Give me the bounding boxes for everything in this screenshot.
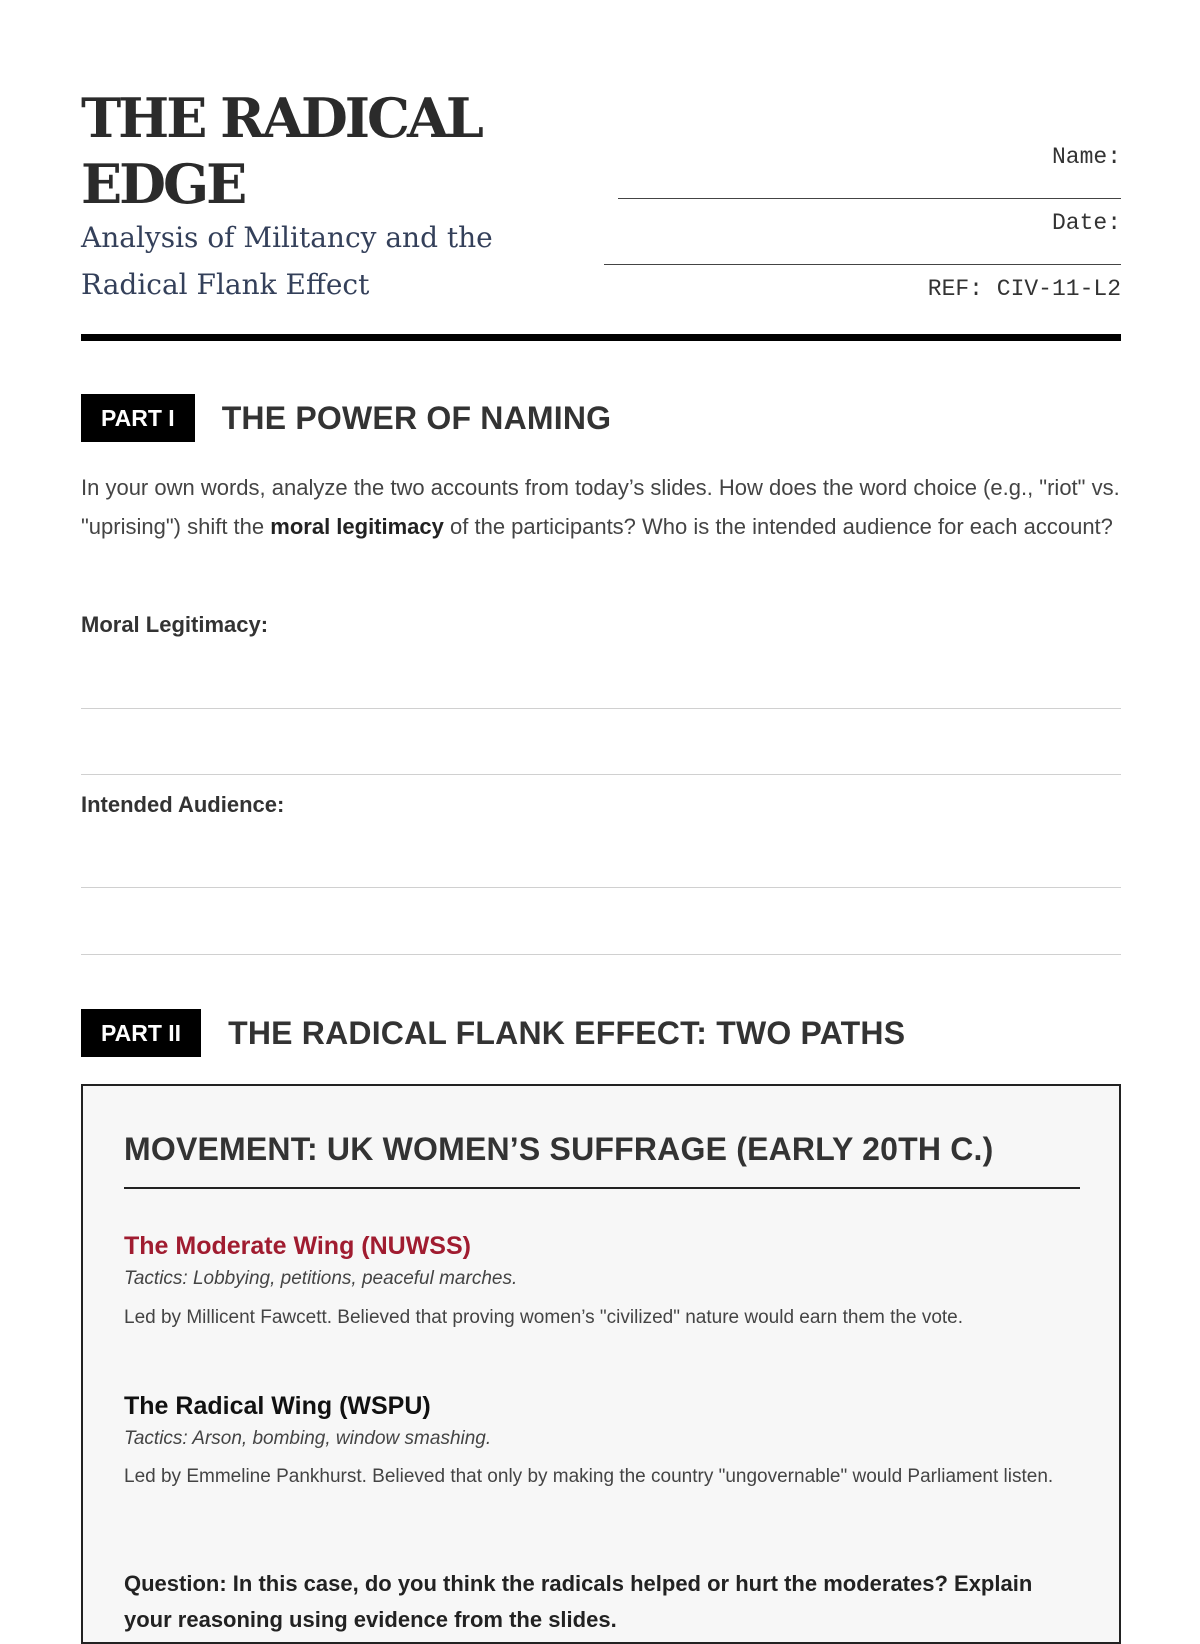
worksheet-page	[81, 0, 1121, 1632]
moderate-wing-description: Led by Millicent Fawcett. Believed that proving women’s "civilized" nature would earn them the vote.	[124, 1307, 964, 1328]
part-2-heading	[81, 1009, 905, 1057]
intended-audience-answer-line-2[interactable]	[81, 954, 1121, 955]
date-field[interactable]	[601, 206, 1121, 272]
case-study-divider	[124, 1187, 1080, 1189]
worksheet-title: THE RADICAL EDGE	[81, 86, 481, 216]
radical-wing-tactics: Tactics: Arson, bombing, window smashing.	[124, 1428, 492, 1449]
moral-legitimacy-answer-line-2[interactable]	[81, 774, 1121, 775]
name-blank-line[interactable]	[618, 174, 1121, 199]
radical-wing-description: Led by Emmeline Pankhurst. Believed that only by making the country "ungovernable" would Parliament listen.	[124, 1466, 1054, 1487]
name-label: Name:	[1051, 144, 1121, 170]
worksheet-header	[81, 0, 1121, 342]
worksheet-subtitle: Analysis of Militancy and the Radical Flank Effect	[81, 221, 493, 301]
date-label: Date:	[1051, 210, 1121, 236]
prompt-text-end: of the participants? Who is the intended audience for each account?	[443, 514, 1113, 539]
name-field[interactable]	[601, 140, 1121, 206]
part-1-prompt	[81, 468, 1121, 546]
header-divider	[81, 334, 1121, 341]
part-1-badge: PART I	[81, 394, 195, 442]
moral-legitimacy-answer-line-1[interactable]	[81, 708, 1121, 709]
case-study-question: Question: In this case, do you think the radicals helped or hurt the moderates? Explain your reasoning using evidence from the slides.	[124, 1571, 1033, 1632]
moderate-wing-tactics: Tactics: Lobbying, petitions, peaceful marches.	[124, 1268, 518, 1289]
part-2-title: THE RADICAL FLANK EFFECT: TWO PATHS	[228, 1014, 906, 1051]
case-study-title: MOVEMENT: UK WOMEN’S SUFFRAGE (EARLY 20TH C.)	[124, 1131, 994, 1167]
reference-code: REF: CIV-11-L2	[927, 276, 1121, 302]
part-2-badge: PART II	[81, 1009, 201, 1057]
prompt-text-start: In your own words, analyze the two accounts from today’s slides. How does the word choice (e.g., "riot" vs. "uprising") shift the	[81, 475, 1120, 539]
moderate-wing-name: The Moderate Wing (NUWSS)	[124, 1232, 471, 1260]
intended-audience-label: Intended Audience:	[81, 792, 285, 817]
case-study-box	[81, 1084, 1121, 1644]
intended-audience-answer-line-1[interactable]	[81, 887, 1121, 888]
moral-legitimacy-label: Moral Legitimacy:	[81, 612, 269, 637]
student-meta	[601, 140, 1121, 306]
date-blank-line[interactable]	[604, 240, 1121, 265]
radical-wing-name: The Radical Wing (WSPU)	[124, 1392, 431, 1420]
part-1-heading	[81, 394, 611, 442]
prompt-emphasis: moral legitimacy	[270, 514, 444, 539]
part-1-title: THE POWER OF NAMING	[221, 399, 612, 436]
